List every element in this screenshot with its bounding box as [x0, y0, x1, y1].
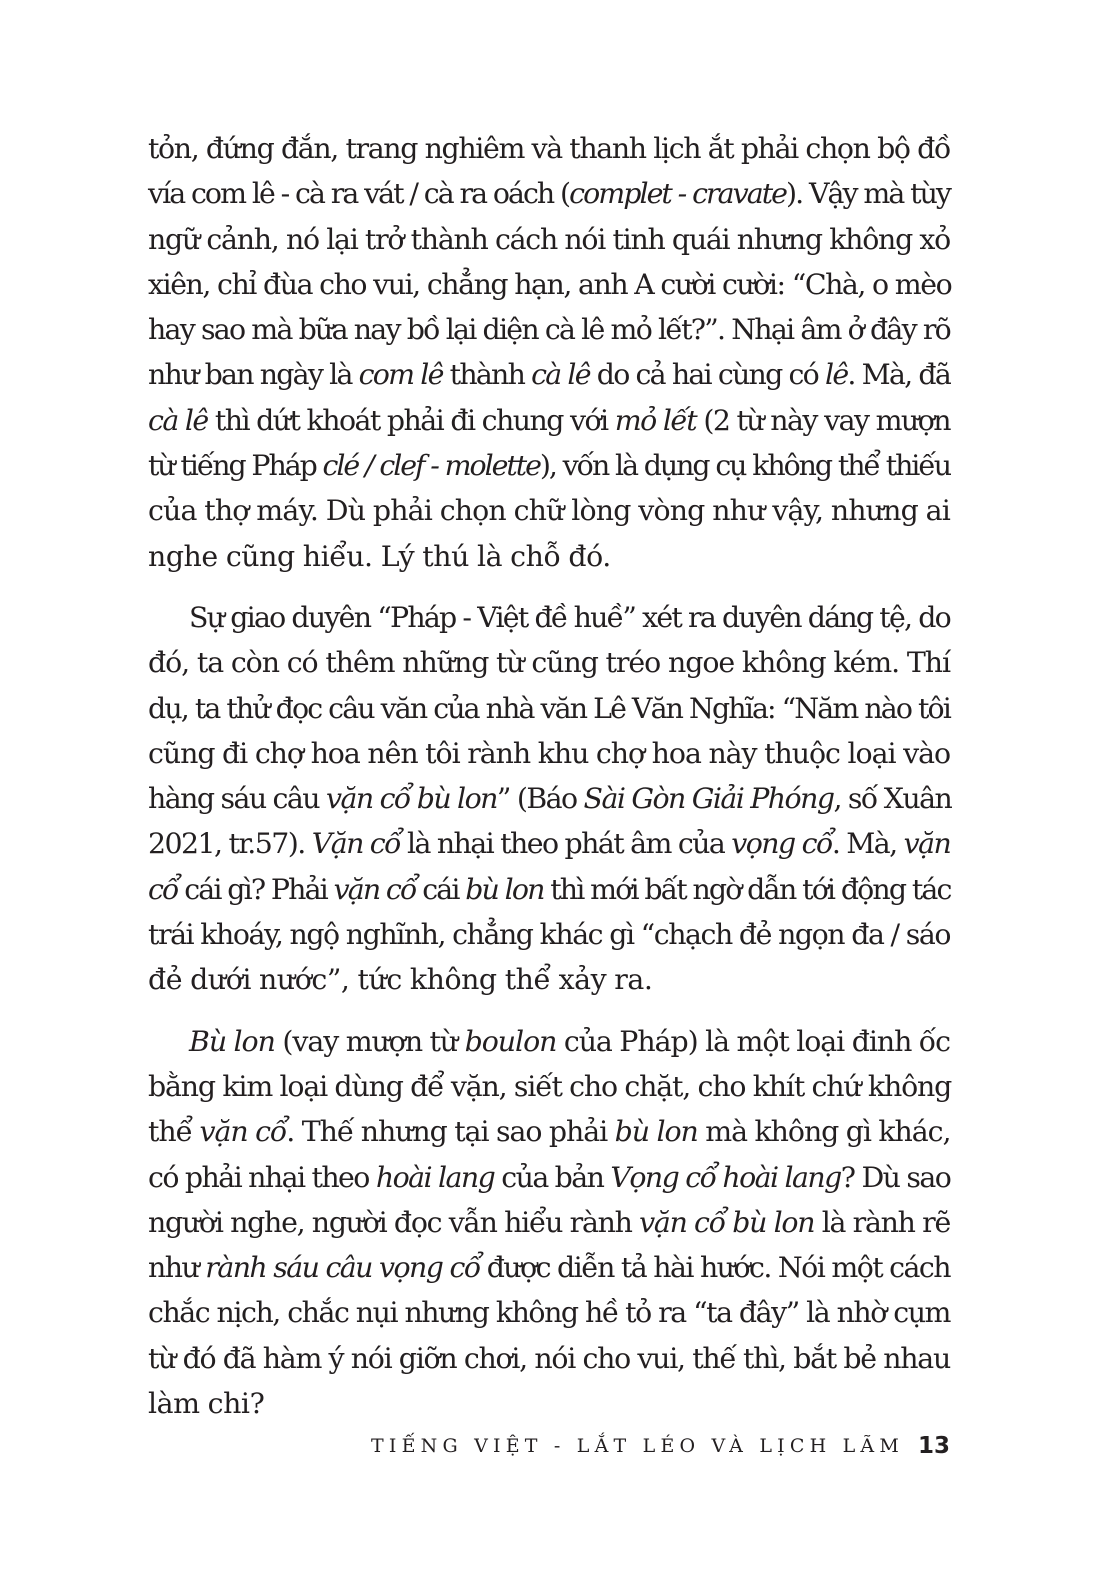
text-run: vía com lê - cà ra vát / cà ra oách ( [148, 177, 570, 211]
text-run: đẻ dưới nước”, tức không thể xảy ra. [148, 963, 653, 997]
text-line [148, 640, 950, 685]
text-run: làm chi? [148, 1387, 265, 1421]
text-line [148, 262, 950, 307]
text-run: nghe cũng hiểu. Lý thú là chỗ đó. [148, 539, 611, 573]
text-run: của Pháp) là một loại đinh ốc [556, 1024, 950, 1058]
italic-run: clé / clef - molette [322, 449, 540, 483]
italic-run: cà lê [148, 403, 208, 437]
text-run: thì dứt khoát phải đi chung với [207, 403, 615, 437]
text-run: mà không gì khác, [697, 1115, 951, 1149]
text-run: hay sao mà bữa nay bồ lại diện cà lê mỏ lết?”. Nhại âm ở đây rõ [148, 313, 950, 347]
text-line [148, 1200, 950, 1245]
text-run: như ban ngày là [148, 358, 359, 392]
text-run: đó, ta còn có thêm những từ cũng tréo ngoe không kém. Thí [148, 646, 950, 680]
italic-run: vặn cổ bù lon [326, 782, 497, 816]
text-run: hàng sáu câu [148, 782, 326, 816]
text-run: có phải nhại theo [148, 1160, 376, 1194]
text-run: (vay mượn từ [274, 1024, 465, 1058]
page-footer [148, 1433, 950, 1459]
text-line [148, 957, 950, 1002]
text-run: cũng đi chợ hoa nên tôi rành khu chợ hoa này thuộc loại vào [148, 736, 950, 770]
text-run: được diễn tả hài hước. Nói một cách [479, 1251, 950, 1285]
italic-run: cổ [148, 872, 178, 906]
italic-run: complet - cravate [569, 177, 787, 211]
text-line [148, 1381, 950, 1426]
text-run: 2021, tr.57). [148, 827, 312, 861]
text-line [148, 731, 950, 776]
page-number: 13 [917, 1433, 950, 1459]
italic-run: com lê [358, 358, 443, 392]
italic-run: hoài lang [375, 1160, 495, 1194]
text-run: từ tiếng Pháp [148, 449, 323, 483]
text-run: chắc nịch, chắc nụi nhưng không hề tỏ ra “ta đây” là nhờ cụm [148, 1296, 950, 1330]
italic-run: Bù lon [189, 1024, 275, 1058]
text-line [148, 534, 950, 579]
italic-run: vặn [903, 827, 951, 861]
italic-run: vặn cổ [333, 872, 416, 906]
text-run: ), vốn là dụng cụ không thể thiếu [539, 449, 950, 483]
italic-run: bù lon [465, 872, 544, 906]
text-run: bằng kim loại dùng để vặn, siết cho chặt, cho khít chứ không [148, 1069, 952, 1103]
text-line [148, 1109, 950, 1154]
text-line [148, 126, 950, 171]
paragraph [148, 595, 950, 1003]
text-run: như [148, 1251, 206, 1285]
text-run: ? Dù sao [840, 1160, 951, 1194]
italic-run: Vặn cổ [311, 827, 400, 861]
text-run: cái gì? Phải [177, 872, 334, 906]
italic-run: mỏ lết [614, 403, 697, 437]
text-line [148, 821, 950, 866]
text-run: thành [442, 358, 532, 392]
text-run: tỏn, đứng đắn, trang nghiêm và thanh lịch ắt phải chọn bộ đồ [148, 132, 950, 165]
text-line [148, 912, 950, 957]
body-text [148, 126, 950, 1442]
italic-run: lê [825, 358, 848, 392]
text-line [148, 1155, 950, 1200]
text-run: ” (Báo [496, 782, 584, 816]
text-run: thì mới bất ngờ dẫn tới động tác [543, 872, 951, 906]
text-line [148, 867, 950, 912]
italic-run: bù lon [614, 1115, 698, 1149]
text-line [148, 686, 950, 731]
text-line [148, 217, 950, 262]
text-run: . Mà, đã [847, 358, 951, 392]
italic-run: cà lê [531, 358, 590, 392]
text-line [148, 776, 950, 821]
text-run: của bản [494, 1160, 611, 1194]
text-run: là nhại theo phát âm của [399, 827, 732, 861]
text-run: . Thế nhưng tại sao phải [286, 1115, 615, 1149]
text-line [148, 1245, 950, 1290]
text-run: trái khoáy, ngộ nghĩnh, chẳng khác gì “chạch đẻ ngọn đa / sáo [148, 918, 950, 952]
italic-run: Vọng cổ hoài lang [610, 1160, 841, 1194]
text-line [148, 352, 950, 397]
text-line [148, 398, 950, 443]
text-run: . Mà, [831, 827, 904, 861]
text-line [148, 1064, 950, 1109]
text-run: , số Xuân [833, 782, 952, 816]
running-head: TIẾNG VIỆT - LẮT LÉO VÀ LỊCH LÃM [371, 1435, 904, 1457]
text-run: xiên, chỉ đùa cho vui, chẳng hạn, anh A cười cười: “Chà, o mèo [148, 267, 952, 301]
text-line [148, 307, 950, 352]
text-run: Sự giao duyên “Pháp - Việt đề huề” xét ra duyên dáng tệ, do [189, 600, 950, 634]
italic-run: vặn cổ bù lon [639, 1205, 815, 1239]
italic-run: vặn cổ [199, 1115, 287, 1149]
text-line [148, 171, 950, 216]
italic-run: boulon [464, 1024, 557, 1058]
text-run: của thợ máy. Dù phải chọn chữ lòng vòng như vậy, nhưng ai [148, 494, 950, 528]
text-line [148, 1290, 950, 1335]
text-run: do cả hai cùng có [589, 358, 825, 392]
text-run: từ đó đã hàm ý nói giỡn chơi, nói cho vui, thế thì, bắt bẻ nhau [148, 1341, 950, 1375]
text-run: (2 từ này vay mượn [696, 403, 950, 437]
text-line [148, 1336, 950, 1381]
text-run: người nghe, người đọc vẫn hiểu rành [148, 1205, 640, 1239]
paragraph [148, 126, 950, 579]
text-run: là rành rẽ [814, 1205, 950, 1239]
italic-run: rành sáu câu vọng cổ [205, 1251, 480, 1285]
text-run: cái [415, 872, 466, 906]
paragraph [148, 1019, 950, 1427]
text-run: thể [148, 1115, 200, 1149]
text-line [148, 488, 950, 533]
text-run: ngữ cảnh, nó lại trở thành cách nói tinh quái nhưng không xỏ [148, 222, 950, 256]
italic-run: vọng cổ [731, 827, 832, 861]
text-line [148, 1019, 950, 1064]
text-line [148, 595, 950, 640]
text-line [148, 443, 950, 488]
text-run: ). Vậy mà tùy [786, 177, 950, 211]
text-run: dụ, ta thử đọc câu văn của nhà văn Lê Văn Nghĩa: “Năm nào tôi [148, 691, 950, 725]
italic-run: Sài Gòn Giải Phóng [583, 782, 834, 816]
